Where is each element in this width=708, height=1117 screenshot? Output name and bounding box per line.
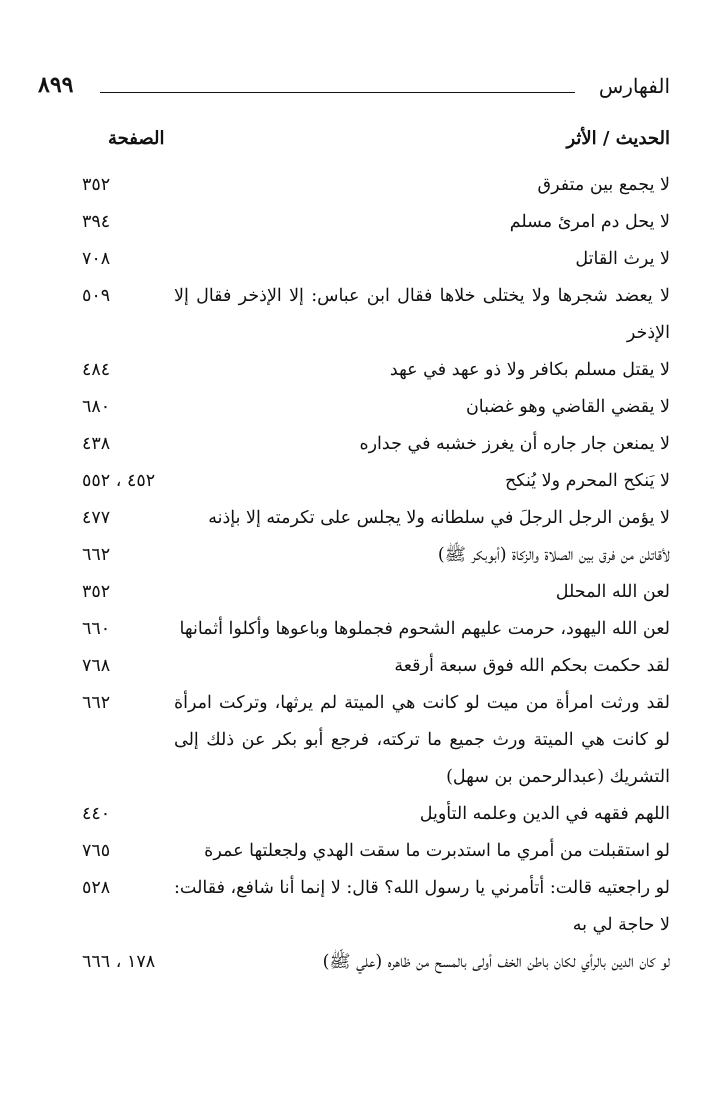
page-column-header: الصفحة	[108, 128, 165, 149]
hadith-index-list	[82, 167, 670, 981]
entry-text: لعن الله اليهود، حرمت عليهم الشحوم فجملوها وباعوها وأكلوا أثمانها	[179, 619, 670, 639]
entry-text: لعن الله المحلل	[555, 582, 670, 602]
entry-pages: ٤٥٢ ، ٥٥٢	[82, 471, 156, 491]
entry-pages: ٣٥٢	[82, 582, 111, 602]
index-entry	[82, 389, 670, 426]
entry-pages: ٥٢٨	[82, 878, 111, 898]
entry-pages: ٤٧٧	[82, 508, 111, 528]
index-entry	[82, 463, 670, 500]
entry-pages: ٦٦٢	[82, 545, 111, 565]
entry-pages: ٦٦٠	[82, 619, 111, 639]
entry-pages: ٤٨٤	[82, 360, 111, 380]
entry-text: لا يقتل مسلم بكافر ولا ذو عهد في عهد	[389, 360, 670, 380]
index-entry	[82, 796, 670, 833]
index-entry	[82, 574, 670, 611]
index-entry	[82, 167, 670, 204]
entry-pages: ٥٠٩	[82, 286, 111, 306]
entry-pages: ٤٣٨	[82, 434, 111, 454]
entry-text: لو كان الدين بالرأي لكان باطن الخف أولى بالمسح من ظاهره (علي ﷺ)	[322, 952, 670, 972]
header-rule	[100, 92, 575, 93]
entry-text: لا يقضي القاضي وهو غضبان	[465, 397, 670, 417]
entry-text: لا يؤمن الرجل الرجلَ في سلطانه ولا يجلس على تكرمته إلا بإذنه	[208, 508, 670, 528]
index-entry	[82, 944, 670, 981]
entry-pages: ٣٩٤	[82, 212, 111, 232]
entry-pages: ٧٦٨	[82, 656, 111, 676]
entry-text: لو راجعتيه قالت: أتأمرني يا رسول الله؟ قال: لا إنما أنا شافع، فقالت: لا حاجة لي به	[174, 878, 670, 935]
entry-text: لقد ورثت امرأة من ميت لو كانت هي الميتة لم يرثها، وتركت امرأة لو كانت هي الميتة ورث جميع ما تركته، فرجع أبو بكر عن ذلك إلى التشريك (عبدالرحمن بن سهل)	[174, 693, 670, 787]
entry-pages: ٦٨٠	[82, 397, 111, 417]
entry-pages: ٤٤٠	[82, 804, 111, 824]
entry-text: لا يَنكح المحرم ولا يُنكح	[505, 471, 670, 491]
index-entry	[82, 648, 670, 685]
entry-text: لا يرث القاتل	[575, 249, 670, 269]
index-entry	[82, 685, 670, 796]
index-entry	[82, 833, 670, 870]
entry-text: لا يعضد شجرها ولا يختلى خلاها فقال ابن عباس: إلا الإذخر فقال إلا الإذخر	[174, 286, 670, 343]
index-entry	[82, 611, 670, 648]
entry-pages: ٣٥٢	[82, 175, 111, 195]
entry-pages: ١٧٨ ، ٦٦٦	[82, 952, 156, 972]
index-entry	[82, 352, 670, 389]
index-entry	[82, 204, 670, 241]
index-entry	[82, 241, 670, 278]
hadith-column-header: الحديث / الأثر	[566, 128, 670, 149]
index-entry	[82, 870, 670, 944]
running-header	[38, 70, 670, 100]
entry-text: لا يمنعن جار جاره أن يغرز خشبه في جداره	[359, 434, 670, 454]
entry-text: لأقاتلن من فرق بين الصلاة والزكاة (أبوبكر ﷺ)	[437, 545, 670, 565]
entry-text: اللهم فقهه في الدين وعلمه التأويل	[419, 804, 670, 824]
entry-text: لا يجمع بين متفرق	[537, 175, 670, 195]
entry-text: لا يحل دم امرئ مسلم	[509, 212, 670, 232]
entry-text: لقد حكمت بحكم الله فوق سبعة أرقعة	[394, 656, 670, 676]
index-entry	[82, 500, 670, 537]
page-number: ٨٩٩	[38, 72, 74, 98]
index-entry	[82, 426, 670, 463]
index-entry	[82, 537, 670, 574]
entry-text: لو استقبلت من أمري ما استدبرت ما سقت الهدي ولجعلتها عمرة	[204, 841, 670, 861]
index-entry	[82, 278, 670, 352]
entry-pages: ٧٦٥	[82, 841, 111, 861]
entry-pages: ٦٦٢	[82, 693, 111, 713]
section-title: الفهارس	[598, 74, 670, 98]
entry-pages: ٧٠٨	[82, 249, 111, 269]
